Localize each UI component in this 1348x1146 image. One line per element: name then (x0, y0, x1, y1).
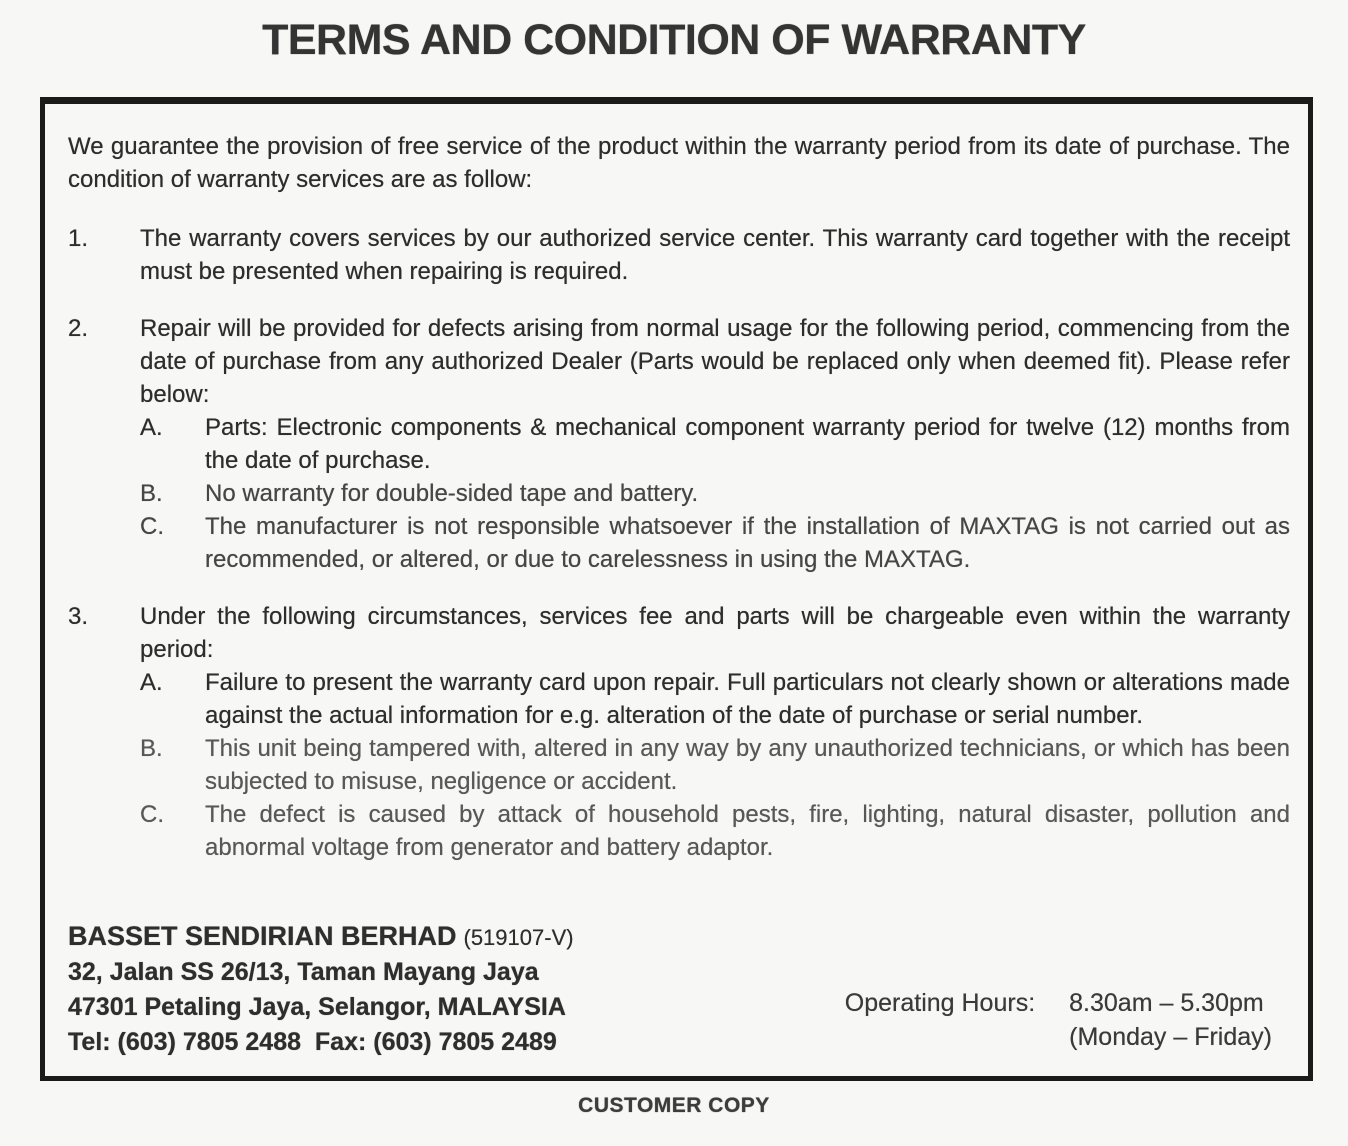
sub-item-letter: C. (140, 513, 164, 540)
company-info (68, 919, 574, 1060)
sub-item-letter: A. (140, 414, 163, 441)
company-name: BASSET SENDIRIAN BERHAD (68, 921, 457, 951)
sub-item-3b (140, 732, 1290, 798)
sub-item-text: This unit being tampered with, altered in any way by any unauthorized technicians, or which has been subjected to misuse, negligence or accident. (205, 735, 1290, 795)
sub-item-text: No warranty for double-sided tape and battery. (205, 480, 699, 507)
item-number: 2. (68, 315, 89, 342)
sub-item-2c (140, 510, 1290, 576)
sub-item-2a (140, 411, 1290, 477)
page-title: TERMS AND CONDITION OF WARRANTY (262, 16, 1086, 64)
warranty-terms-box (40, 97, 1313, 1081)
sub-item-2b (140, 477, 1290, 510)
company-contact: Tel: (603) 7805 2488 Fax: (603) 7805 2489 (68, 1028, 557, 1056)
company-address-line1: 32, Jalan SS 26/13, Taman Mayang Jaya (68, 958, 539, 986)
item-text: Under the following circumstances, services fee and parts will be chargeable even within the warranty period: (140, 603, 1290, 663)
item-number: 3. (68, 603, 89, 630)
operating-hours-days: (Monday – Friday) (1069, 1023, 1272, 1051)
operating-hours-time: 8.30am – 5.30pm (1069, 989, 1264, 1017)
operating-hours-values (1069, 986, 1272, 1054)
company-address-line2: 47301 Petaling Jaya, Selangor, MALAYSIA (68, 993, 566, 1021)
intro-paragraph: We guarantee the provision of free service of the product within the warranty period from its date of purchase. The condition of warranty services are as follow: (68, 133, 1290, 193)
customer-copy-label: CUSTOMER COPY (578, 1094, 770, 1117)
item-text: The warranty covers services by our authorized service center. This warranty card together with the receipt must be presented when repairing is required. (140, 225, 1290, 285)
item-body (140, 600, 1290, 864)
sub-item-letter: B. (140, 735, 163, 762)
term-item-2 (68, 312, 1290, 576)
sub-item-text: The manufacturer is not responsible whatsoever if the installation of MAXTAG is not carried out as recommended, or altered, or due to carelessness in using the MAXTAG. (205, 513, 1290, 573)
sub-item-text: Failure to present the warranty card upon repair. Full particulars not clearly shown or alterations made against the actual information for e.g. alteration of the date of purchase or serial number. (205, 669, 1290, 729)
sub-item-3a (140, 666, 1290, 732)
sub-item-text: Parts: Electronic components & mechanical component warranty period for twelve (12) months from the date of purchase. (205, 414, 1290, 474)
operating-hours-label: Operating Hours: (844, 989, 1036, 1017)
item-body (140, 312, 1290, 576)
sub-item-3c (140, 798, 1290, 864)
sub-item-text: The defect is caused by attack of household pests, fire, lighting, natural disaster, pollution and abnormal voltage from generator and battery adaptor. (205, 801, 1290, 861)
sub-item-letter: C. (140, 801, 164, 828)
term-item-3 (68, 600, 1290, 864)
item-body (140, 222, 1290, 288)
company-registration: (519107-V) (463, 925, 574, 950)
sub-item-letter: A. (140, 669, 163, 696)
company-name-line (68, 919, 574, 955)
item-number: 1. (68, 225, 89, 252)
bottom-row (68, 919, 1290, 1060)
item-text: Repair will be provided for defects arising from normal usage for the following period, commencing from the date of purchase from any authorized Dealer (Parts would be replaced only when deemed fit). Please refer below: (140, 315, 1290, 408)
term-item-1 (68, 222, 1290, 288)
operating-hours (845, 986, 1272, 1054)
sub-item-letter: B. (140, 480, 163, 507)
